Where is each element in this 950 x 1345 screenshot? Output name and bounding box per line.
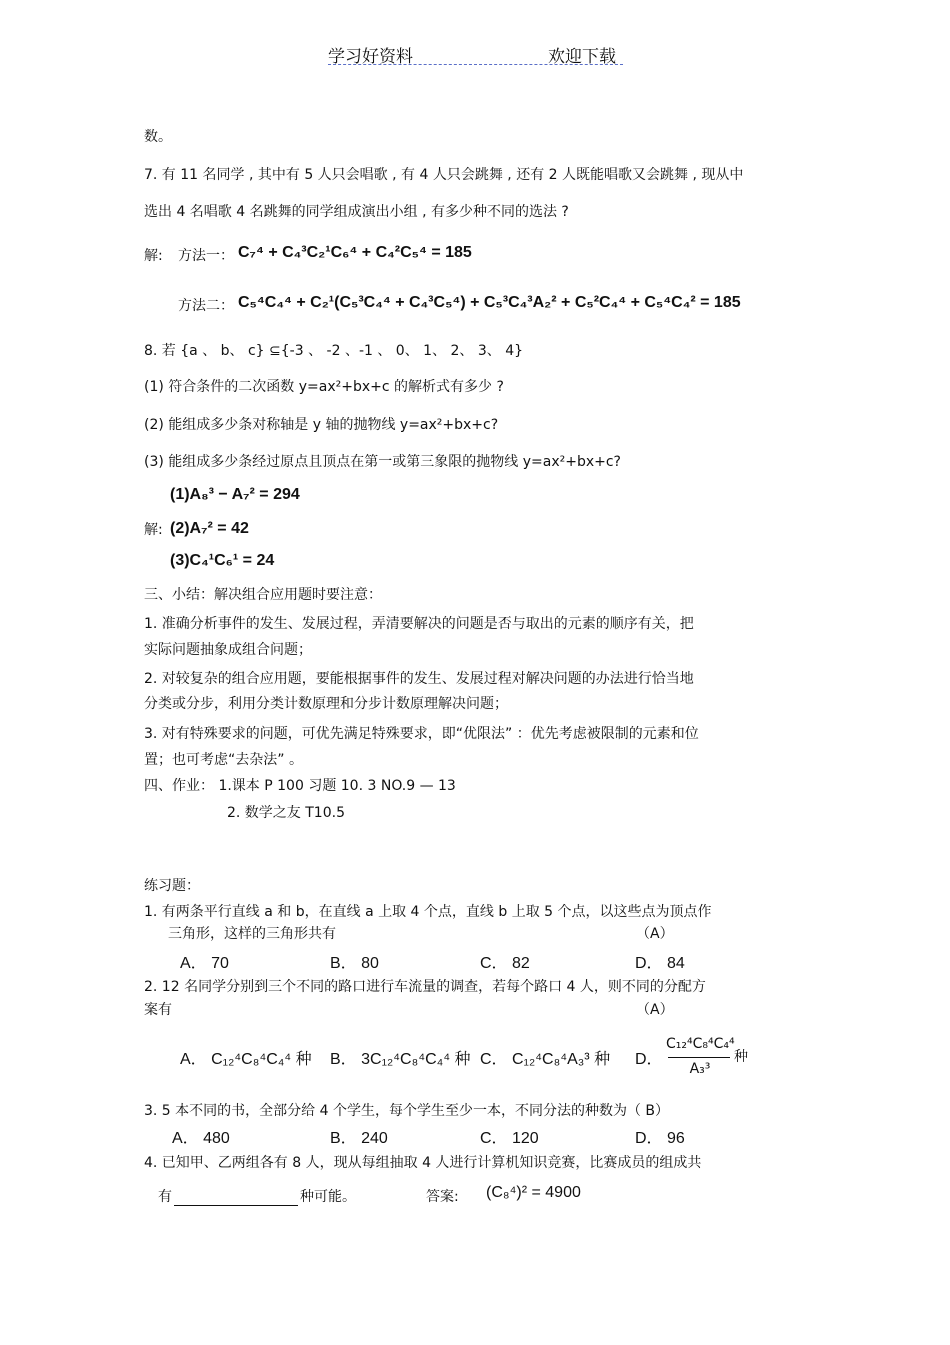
summary-item1-line2: 实际问题抽象成组合问题； <box>144 642 312 658</box>
exercise4-suffix: 种可能。 <box>300 1189 356 1205</box>
exercise2-option-d-unit: 种 <box>734 1049 748 1065</box>
summary-item2-line1: 2. 对较复杂的组合应用题，要能根据事件的发生、发展过程对解决问题的办法进行恰当地 <box>144 671 694 687</box>
exercise2-option-d-numerator: C₁₂⁴C₈⁴C₄⁴ <box>666 1036 735 1052</box>
exercise2-option-d-fraction-bar <box>668 1057 730 1058</box>
exercise3-option-d: D． 96 <box>635 1130 685 1147</box>
header-right: 欢迎下载 <box>548 47 616 67</box>
exercise2-option-d-denominator: A₃³ <box>689 1061 711 1077</box>
exercises-title: 练习题： <box>144 878 200 894</box>
q7-line1: 7. 有 11 名同学 , 其中有 5 人只会唱歌 , 有 4 人只会跳舞 , 还有 2 人既能唱歌又会跳舞 , 现从中 <box>144 167 744 183</box>
q8-part2: (2) 能组成多少条对称轴是 y 轴的抛物线 y=ax²+bx+c? <box>144 417 499 433</box>
exercise2-line1: 2. 12 名同学分别到三个不同的路口进行车流量的调查，若每个路口 4 人，则不同的分配方 <box>144 979 706 995</box>
q8-part3: (3) 能组成多少条经过原点且顶点在第一或第三象限的抛物线 y=ax²+bx+c? <box>144 454 621 470</box>
q7-method1-label: 方法一： <box>178 248 234 264</box>
exercise1-option-a: A． 70 <box>180 955 229 972</box>
q7-method2-label: 方法二： <box>178 298 234 314</box>
exercise1-line1: 1. 有两条平行直线 a 和 b，在直线 a 上取 4 个点，直线 b 上取 5 个点，以这些点为顶点作 <box>144 904 712 920</box>
exercise2-option-d: D． <box>635 1051 663 1068</box>
exercise3-option-c: C． 120 <box>480 1130 539 1147</box>
exercise2-option-a: A． C₁₂⁴C₈⁴C₄⁴ 种 <box>180 1051 312 1068</box>
exercise2-answer: （A） <box>636 1002 674 1018</box>
homework-line1: 四、作业： 1.课本 P 100 习题 10. 3 NO.9 — 13 <box>144 778 456 794</box>
exercise3-line: 3. 5 本不同的书，全部分给 4 个学生，每个学生至少一本，不同分法的种数为（ B） <box>144 1103 670 1119</box>
q8-line0: 8. 若 {a 、 b、 c} ⊆{-3 、 -2 、-1 、 0、 1、 2、 3、 4} <box>144 343 524 359</box>
exercise3-option-a: A． 480 <box>172 1130 230 1147</box>
q8-solution-label: 解: <box>144 522 163 538</box>
q8-answer2: (2)A₇² = 42 <box>170 520 249 537</box>
q8-part1: (1) 符合条件的二次函数 y=ax²+bx+c 的解析式有多少 ? <box>144 379 504 395</box>
homework-line2: 2. 数学之友 T10.5 <box>227 805 345 821</box>
exercise4-line2 <box>158 1186 356 1206</box>
summary-item3-line2: 置；也可考虑“去杂法” 。 <box>144 752 303 768</box>
exercise2-option-b: B． 3C₁₂⁴C₈⁴C₄⁴ 种 <box>330 1051 471 1068</box>
exercise4-answer: (C₈⁴)² = 4900 <box>486 1184 581 1201</box>
exercise1-option-c: C． 82 <box>480 955 530 972</box>
summary-item2-line2: 分类或分步，利用分类计数原理和分步计数原理解决问题； <box>144 696 508 712</box>
exercise4-answer-label: 答案: <box>426 1189 459 1205</box>
exercise1-option-b: B． 80 <box>330 955 379 972</box>
header-left: 学习好资料 <box>328 47 413 67</box>
exercise1-option-d: D． 84 <box>635 955 685 972</box>
summary-title: 三、小结：解决组合应用题时要注意： <box>144 587 382 603</box>
exercise2-option-c: C． C₁₂⁴C₈⁴A₃³ 种 <box>480 1051 611 1068</box>
q7-line2: 选出 4 名唱歌 4 名跳舞的同学组成演出小组 , 有多少种不同的选法 ? <box>144 204 569 220</box>
q7-method2-formula: C₅⁴C₄⁴ + C₂¹(C₅³C₄⁴ + C₄³C₅⁴) + C₅³C₄³A₂² + C₅²C₄⁴ + C₅⁴C₄² = 185 <box>238 294 741 311</box>
exercise4-prefix: 有 <box>158 1189 172 1205</box>
summary-item3-line1: 3. 对有特殊要求的问题，可优先满足特殊要求，即“优限法” ：优先考虑被限制的元素和位 <box>144 726 699 742</box>
exercise1-answer: （A） <box>636 926 674 942</box>
header-dashed-rule <box>328 64 623 65</box>
intro-fragment: 数。 <box>144 129 172 145</box>
q8-answer1: (1)A₈³ − A₇² = 294 <box>170 486 300 503</box>
exercise2-line2: 案有 <box>144 1002 172 1018</box>
exercise4-line1: 4. 已知甲、乙两组各有 8 人，现从每组抽取 4 人进行计算机知识竞赛，比赛成员的组成共 <box>144 1155 702 1171</box>
q7-solution-label: 解: <box>144 248 163 264</box>
q7-method1-formula: C₇⁴ + C₄³C₂¹C₆⁴ + C₄²C₅⁴ = 185 <box>238 244 472 261</box>
exercise4-blank <box>174 1191 298 1206</box>
exercise1-line2: 三角形，这样的三角形共有 <box>168 926 336 942</box>
q8-answer3: (3)C₄¹C₆¹ = 24 <box>170 552 275 569</box>
summary-item1-line1: 1. 准确分析事件的发生、发展过程，弄清要解决的问题是否与取出的元素的顺序有关，把 <box>144 616 694 632</box>
exercise3-option-b: B． 240 <box>330 1130 388 1147</box>
